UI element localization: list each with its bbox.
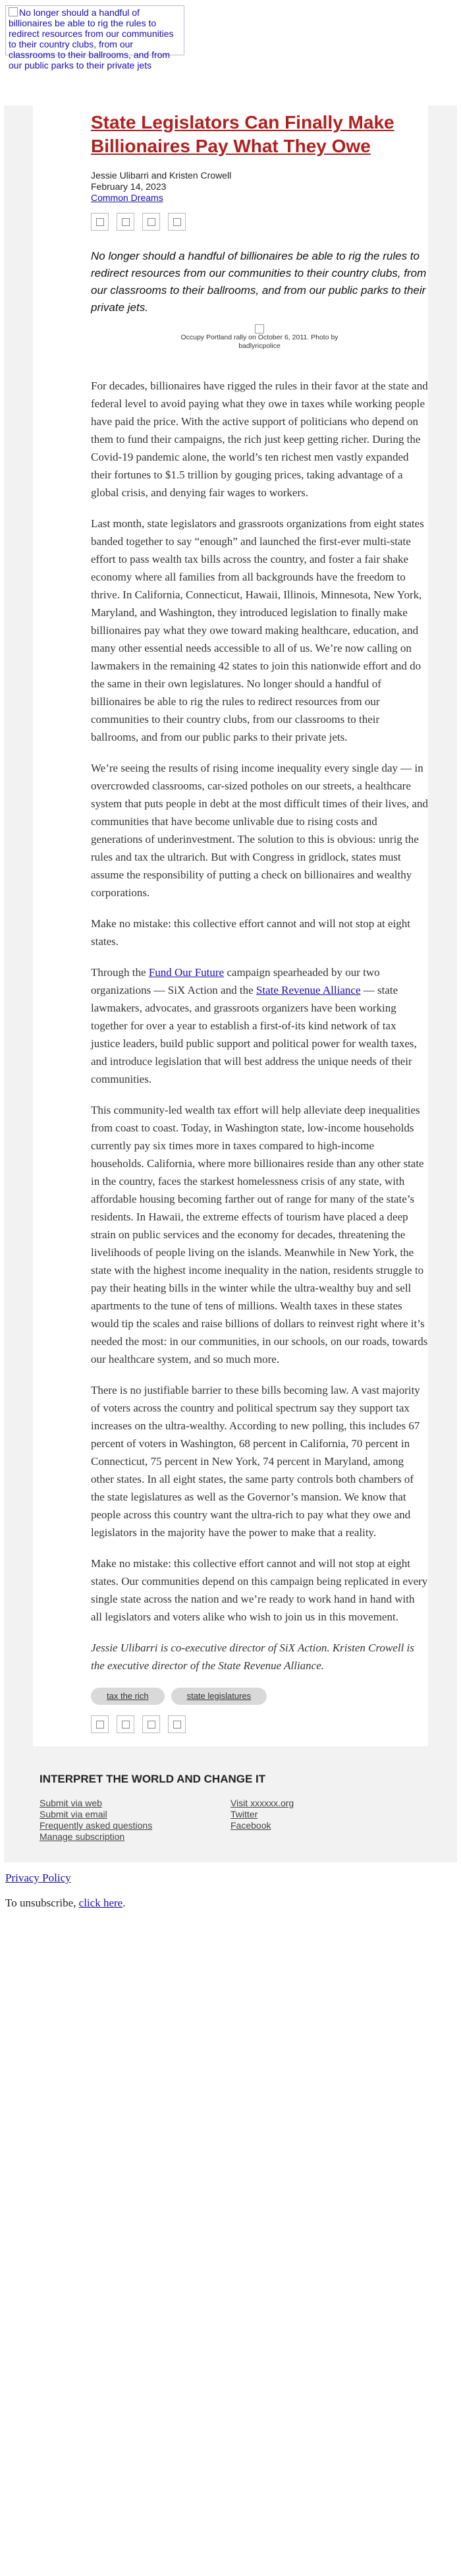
paragraph-5 — [91, 963, 428, 1088]
submit-web-link[interactable]: Submit via web — [40, 1798, 102, 1808]
share-email-icon[interactable] — [142, 1715, 160, 1733]
paragraph-3: We’re seeing the results of rising income inequality every single day — in overcrowded classrooms, car-sized potholes on our streets, a healthcare system that puts people in debt at the most difficult times of their lives, and communities that have become unlivable due to rising costs and generations of underinvestment. The solution to this is obvious: unrig the rules and tax the ultrarich. But with Congress in gridlock, states must assume the responsibility of putting a check on billionaires and wealthy corporations. — [91, 762, 428, 899]
tag-list — [91, 1688, 428, 1705]
paragraph-2: Last month, state legislators and grassroots organizations from eight states banded together to say “enough” and launched the first-ever multi-state effort to pass wealth tax bills across the country, and foster a fair shake economy where all families from all backgrounds have the freedom to thrive. In California, Connecticut, Hawaii, Illinois, Minnesota, New York, Maryland, and Washington, they introduced legislation to finally make billionaires pay what they owe toward making healthcare, education, and many other essential needs accessible to all of us. We’re now calling on lawmakers in the remaining 42 states to join this nationwide effort and do the same in their own legislatures. No longer should a handful of billionaires be able to rig the rules to redirect resources from our communities to their country clubs, from our classrooms to their ballrooms, and from our public parks to their private jets. — [91, 517, 424, 743]
submit-email-link[interactable]: Submit via email — [40, 1809, 107, 1819]
share-email-icon[interactable] — [142, 213, 160, 231]
manage-subscription-link[interactable]: Manage subscription — [40, 1831, 125, 1842]
article-date: February 14, 2023 — [91, 181, 167, 192]
share-twitter-icon[interactable] — [117, 213, 134, 231]
paragraph-6: This community-led wealth tax effort will help alleviate deep inequalities from coast to coast. Today, in Washington state, low-income households currently pay six times more in taxes compared to high-income households. California, where more billionaires reside than any other state in the country, faces the starkest homelessness crisis of any state, with affordable housing becoming farther out of range for many of the state’s residents. In Hawaii, the extreme effects of tourism have placed a deep strain on public services and the economy for decades, threatening the livelihoods of people living on the islands. Meanwhile in New York, the state with the highest income inequality in the nation, residents struggle to pay their heating bills in the winter while the ultra-wealthy buy and sell apartments to the tune of tens of millions. Wealth taxes in these states would tip the scales and raise billions of dollars to reinvest right where it’s needed the most: in our communities, in our schools, on our roads, towards our healthcare system, and so much more. — [91, 1104, 428, 1365]
fund-our-future-link[interactable]: Fund Our Future — [148, 966, 225, 979]
photo-placeholder-icon — [255, 324, 264, 333]
unsubscribe-text: To unsubscribe, — [5, 1897, 79, 1909]
footer-links-left — [40, 1798, 230, 1843]
privacy-policy-link[interactable]: Privacy Policy — [5, 1872, 71, 1884]
newsletter-footer — [33, 1746, 428, 1843]
email-bottom — [0, 1862, 461, 1911]
footer-heading: INTERPRET THE WORLD AND CHANGE IT — [40, 1773, 266, 1785]
header-image[interactable] — [5, 5, 184, 71]
faq-link[interactable]: Frequently asked questions — [40, 1820, 153, 1831]
share-print-icon[interactable] — [168, 213, 186, 231]
header-image-alt: No longer should a handful of billionaires be able to rig the rules to redirect resources from our communities to their country clubs, from our classrooms to their ballrooms, and from our public parks to their private jets — [9, 7, 174, 71]
tag-tax-the-rich[interactable]: tax the rich — [91, 1688, 165, 1705]
paragraph-5-part-b: campaign spearheaded by our two organizations — SiX Action and the — [91, 966, 380, 996]
share-facebook-icon[interactable] — [91, 213, 109, 231]
share-twitter-icon[interactable] — [117, 1715, 134, 1733]
unsubscribe-end: . — [122, 1897, 126, 1909]
newsletter-container — [4, 105, 457, 1862]
article-source — [91, 192, 428, 204]
article — [91, 111, 428, 1733]
broken-image-icon — [9, 7, 18, 16]
unsubscribe-link[interactable]: click here — [78, 1897, 123, 1909]
share-print-icon[interactable] — [168, 1715, 186, 1733]
article-card — [33, 105, 428, 1746]
paragraph-7: There is no justifiable barrier to these bills becoming law. A vast majority of voters across the country and political spectrum say they support tax increases on the ultra-wealthy. According to new polling, this includes 67 percent of voters in Washington, 68 percent in California, 70 percent in Connecticut, 75 percent in New York, 74 percent in Maryland, among other states. In all eight states, the same party controls both chambers of the state legislatures as well as the Governor’s mansion. We know that people across this country want the ultra-rich to pay what they owe and legislators in the majority have the power to make that a reality. — [91, 1384, 420, 1539]
photo-caption: Occupy Portland rally on October 6, 2011. Photo by badlyricpolice — [180, 333, 339, 350]
unsubscribe-line — [5, 1895, 456, 1911]
share-facebook-icon[interactable] — [91, 1715, 109, 1733]
share-buttons-bottom — [91, 1715, 428, 1733]
footer-links-right — [230, 1798, 421, 1843]
paragraph-4: Make no mistake: this collective effort cannot and will not stop at eight states. — [91, 917, 411, 948]
paragraph-8: Make no mistake: this collective effort cannot and will not stop at eight states. Our communities depend on this campaign being replicated in every single state across the nation and we’re ready to work hand in hand with all legislators and voters alike who wish to join us in this movement. — [91, 1557, 428, 1623]
source-link[interactable]: Common Dreams — [91, 192, 163, 203]
facebook-link[interactable]: Facebook — [230, 1820, 271, 1831]
state-revenue-alliance-link[interactable]: State Revenue Alliance — [256, 984, 361, 996]
visit-site-link[interactable]: Visit xxxxxx.org — [230, 1798, 294, 1808]
paragraph-1: For decades, billionaires have rigged the rules in their favor at the state and federal level to avoid paying what they owe in taxes while working people have paid the price. With the active support of politicians who depend on them to fund their campaigns, the rich just keep getting richer. During the Covid-19 pandemic alone, the world’s ten richest men vastly expanded their fortunes to $1.5 trillion by gouging prices, taking advantage of a global crisis, and denying fair wages to workers. — [91, 380, 428, 499]
paragraph-5-part-a: Through the — [91, 966, 149, 979]
share-buttons-top — [91, 213, 428, 231]
tag-state-legislatures[interactable]: state legislatures — [171, 1688, 267, 1705]
footer-links — [40, 1798, 421, 1843]
article-photo — [91, 324, 428, 351]
privacy-line — [5, 1870, 456, 1886]
article-summary: No longer should a handful of billionaires be able to rig the rules to redirect resources from our communities to their country clubs, from our classrooms to their ballrooms, and from our public parks to their private jets. — [91, 250, 427, 314]
article-byline: Jessie Ulibarri and Kristen Crowell — [91, 170, 232, 181]
author-bio: Jessie Ulibarri is co-executive director of SiX Action. Kristen Crowell is the executive director of the State Revenue Alliance. — [91, 1642, 414, 1672]
paragraph-5-part-c: — state lawmakers, advocates, and grassroots organizers have been working together for over a year to establish a first-of-its kind network of tax justice leaders, build public support and political power for wealth taxes, and introduce legislation that will best address the unique needs of their communities. — [91, 984, 417, 1085]
twitter-link[interactable]: Twitter — [230, 1809, 258, 1819]
article-title[interactable]: State Legislators Can Finally Make Billionaires Pay What They Owe — [91, 112, 394, 156]
